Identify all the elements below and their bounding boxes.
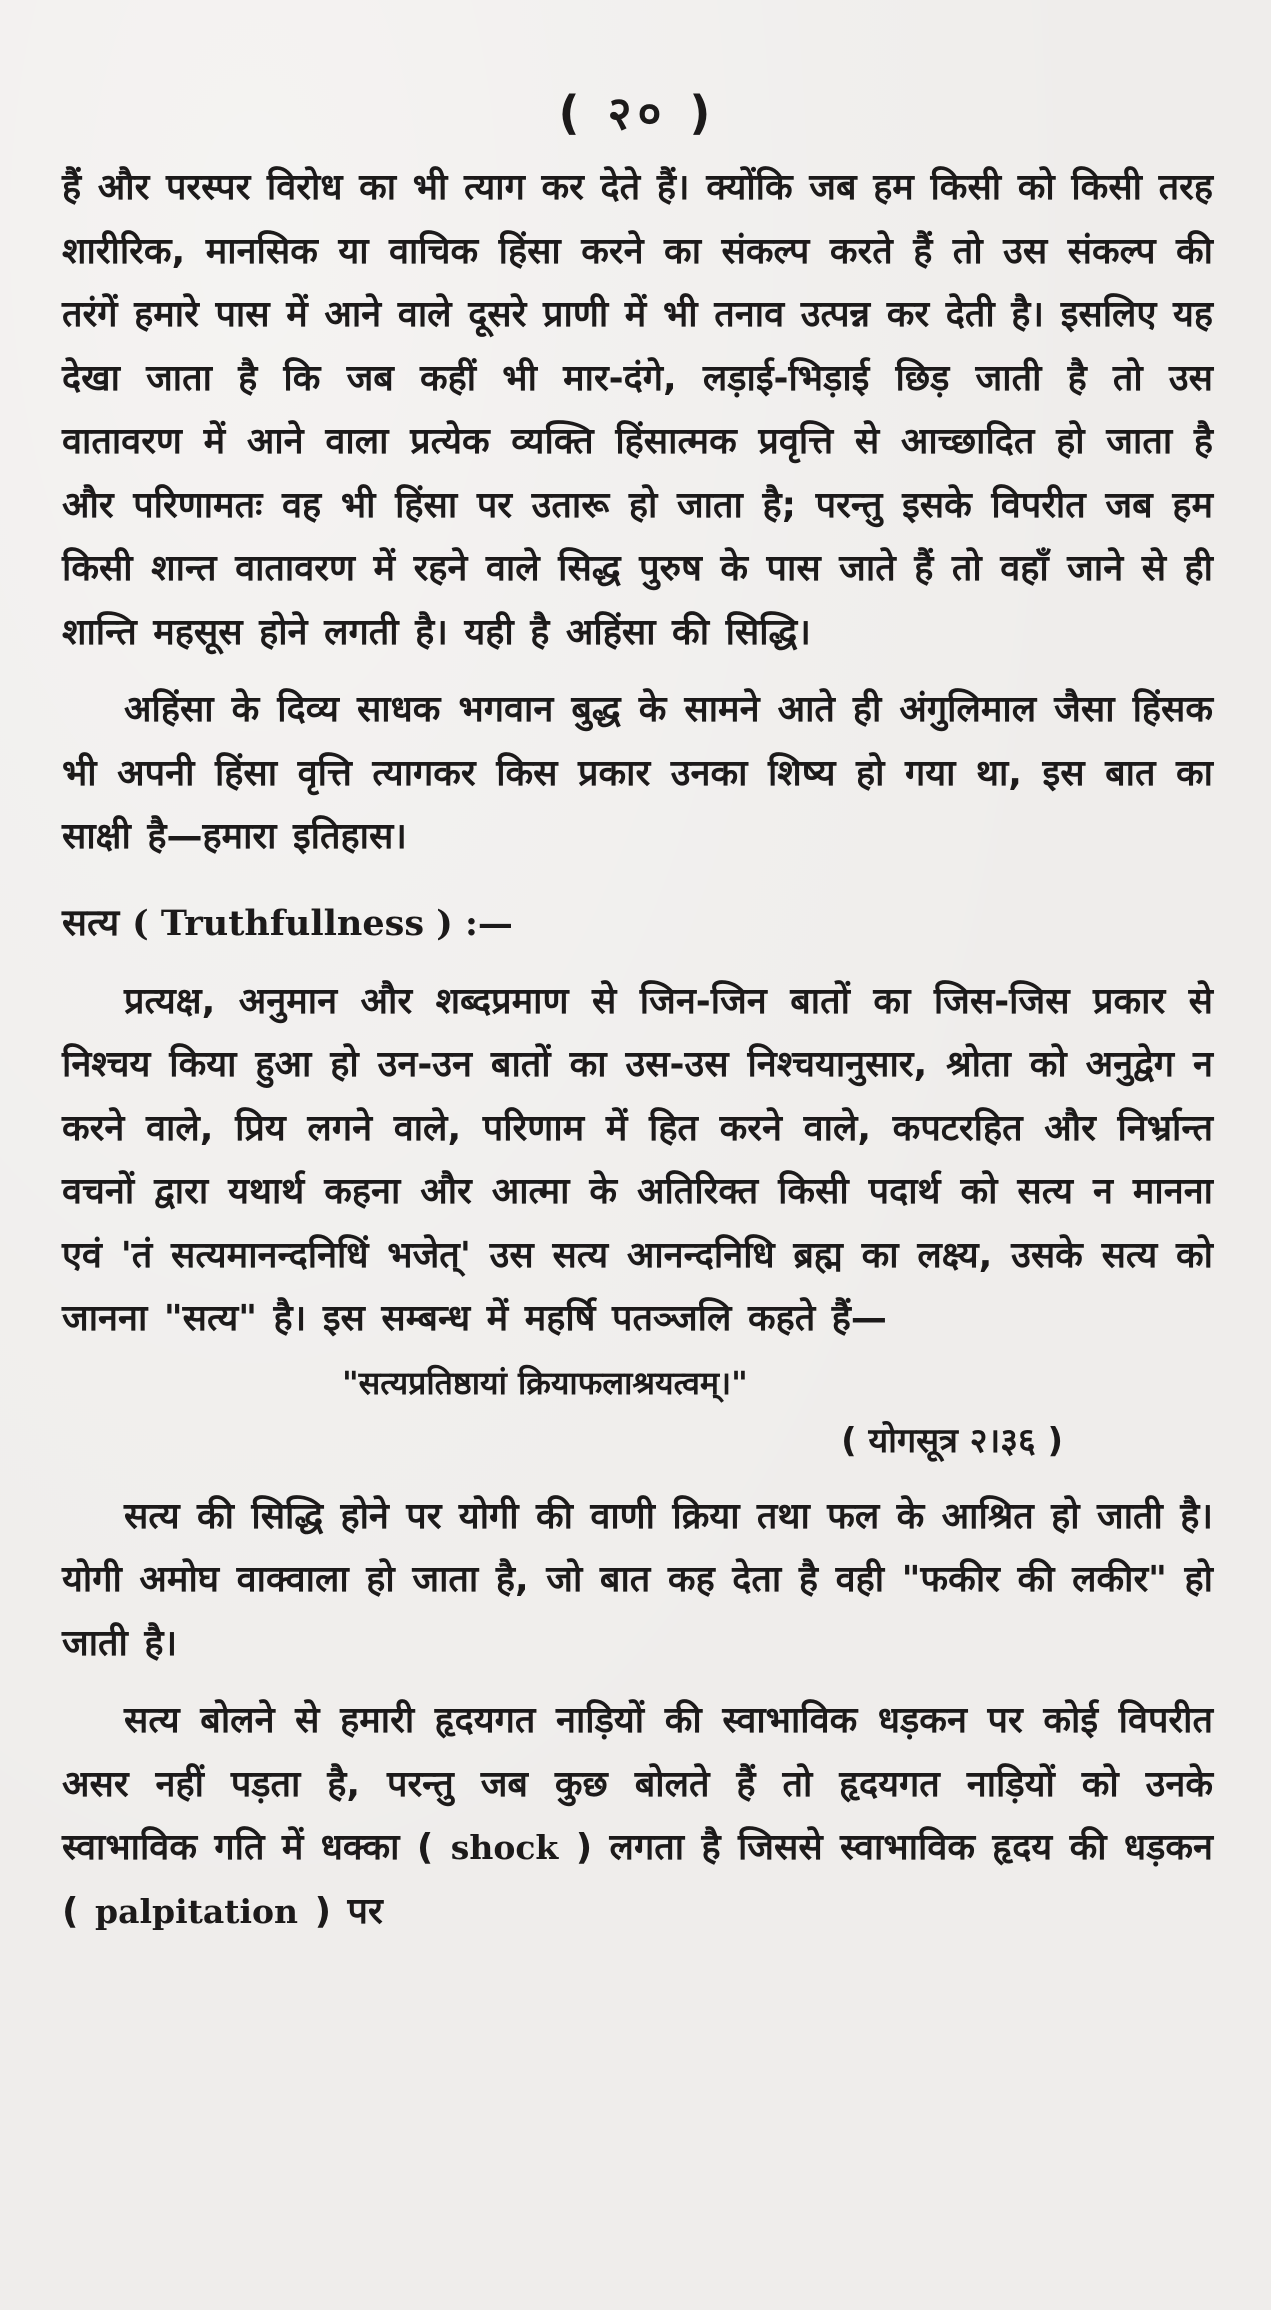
- paragraph-ahimsa-effect: हैं और परस्पर विरोध का भी त्याग कर देते हैं। क्योंकि जब हम किसी को किसी तरह शारीरिक, मानसिक या वाचिक हिंसा करने का संकल्प करते हैं तो उस संकल्प की तरंगें हमारे पास में आने वाले दूसरे प्राणी में भी तनाव उत्पन्न कर देती है। इसलिए यह देखा जाता है कि जब कहीं भी मार-दंगे, लड़ाई-भिड़ाई छिड़ जाती है तो उस वातावरण में आने वाला प्रत्येक व्यक्ति हिंसात्मक प्रवृत्ति से आच्छादित हो जाता है और परिणामतः वह भी हिंसा पर उतारू हो जाता है; परन्तु इसके विपरीत जब हम किसी शान्त वातावरण में रहने वाले सिद्ध पुरुष के पास जाते हैं तो वहाँ जाने से ही शान्ति महसूस होने लगती है। यही है अहिंसा की सिद्धि।: [62, 167, 1213, 653]
- sutra-source: ( योगसूत्र २।३६ ): [841, 1420, 1063, 1461]
- heading-english: ( Truthfullness ) :—: [132, 902, 513, 944]
- heading-hindi: सत्य: [62, 900, 120, 944]
- sutra-quote: "सत्यप्रतिष्ठायां क्रियाफलाश्रयत्वम्।": [342, 1363, 748, 1402]
- heartbeat-text-c: ) पर: [314, 1890, 383, 1932]
- heartbeat-text-b: ) लगता है जिससे स्वाभाविक हृदय की धड़कन (: [62, 1827, 1213, 1932]
- paragraph-heartbeat: [62, 1689, 1213, 1943]
- heartbeat-text-a: सत्य बोलने से हमारी हृदयगत नाड़ियों की स्वाभाविक धड़कन पर कोई विपरीत असर नहीं पड़ता है, परन्तु जब कुछ बोलते हैं तो हृदयगत नाड़ियों को उनके स्वाभाविक गति में धक्का (: [62, 1700, 1213, 1868]
- paragraph-satya-definition: प्रत्यक्ष, अनुमान और शब्दप्रमाण से जिन-जिन बातों का जिस-जिस प्रकार से निश्चय किया हुआ हो उन-उन बातों का उस-उस निश्चयानुसार, श्रोता को अनुद्वेग न करने वाले, प्रिय लगने वाले, परिणाम में हित करने वाले, कपटरहित और निर्भ्रान्त वचनों द्वारा यथार्थ कहना और आत्मा के अतिरिक्त किसी पदार्थ को सत्य न मानना एवं 'तं सत्यमानन्दनिधिं भजेत्' उस सत्य आनन्दनिधि ब्रह्म का लक्ष्य, उसके सत्य को जानना "सत्य" है। इस सम्बन्ध में महर्षि पतञ्जलि कहते हैं—: [62, 980, 1213, 1339]
- section-heading-satya: [62, 891, 1213, 956]
- paragraph-buddha-angulimal: अहिंसा के दिव्य साधक भगवान बुद्ध के सामने आते ही अंगुलिमाल जैसा हिंसक भी अपनी हिंसा वृत्ति त्यागकर किस प्रकार उनका शिष्य हो गया था, इस बात का साक्षी है—हमारा इतिहास।: [62, 689, 1213, 857]
- paragraph-satya-siddhi: सत्य की सिद्धि होने पर योगी की वाणी क्रिया तथा फल के आश्रित हो जाती है। योगी अमोघ वाक्वाला हो जाता है, जो बात कह देता है वही "फकीर की लकीर" हो जाती है।: [62, 1495, 1213, 1664]
- english-term-shock: shock: [450, 1828, 559, 1867]
- english-term-palpitation: palpitation: [95, 1891, 299, 1931]
- page-number: ( २० ): [558, 86, 717, 140]
